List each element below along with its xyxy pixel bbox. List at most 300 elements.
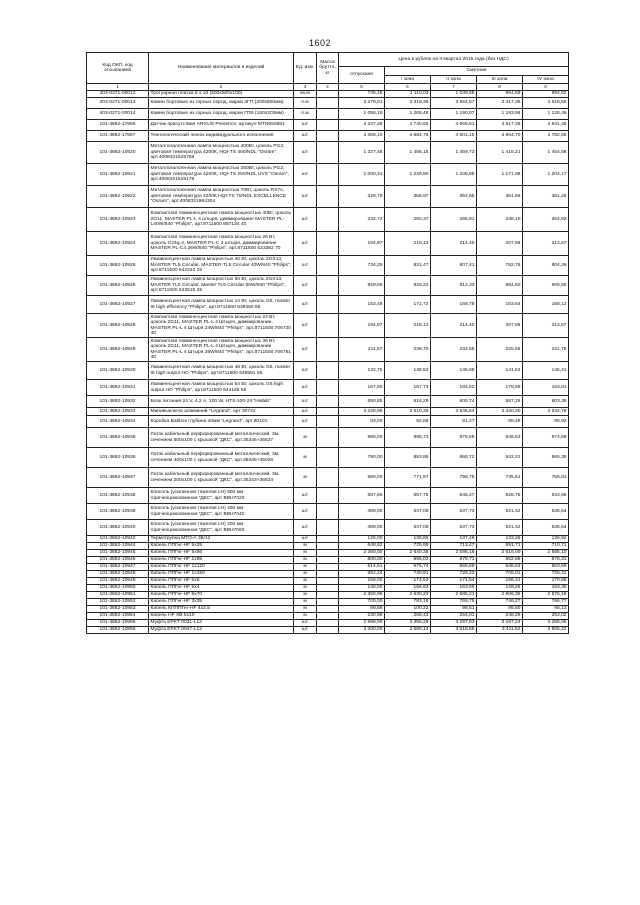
zone-1-price: 1 265,48 (385, 109, 431, 120)
row-mass (317, 578, 339, 585)
row-unit: п.м (294, 98, 317, 109)
row-unit: м (294, 564, 317, 571)
zone-2-price: 255,91 (431, 208, 477, 232)
row-mass (317, 142, 339, 164)
row-name: Блок питания 24 V, 4,2 А, 100 W, HTS-100-24 "Hallab" (149, 396, 294, 408)
zone-3-price: 1 415,21 (477, 142, 523, 164)
table-row (87, 296, 569, 314)
table-row (87, 131, 569, 142)
row-mass (317, 448, 339, 468)
zone-4-price: 876,31 (523, 557, 569, 564)
zone-3-price: 149,25 (477, 585, 523, 592)
release-price: 194,97 (339, 314, 385, 338)
zone-3-price: 626,75 (477, 488, 523, 504)
release-price: 800,00 (339, 557, 385, 564)
zone-2-price: 605,74 (431, 396, 477, 408)
row-unit: шт (294, 488, 317, 504)
row-code: 101-3862-10933 (87, 408, 149, 416)
zone-2-price: 145,98 (431, 362, 477, 380)
zone-2-price: 3 518,85 (431, 627, 477, 634)
row-unit: шт (294, 627, 317, 634)
release-price: 211,57 (339, 338, 385, 362)
row-mass (317, 362, 339, 380)
table-row (87, 613, 569, 620)
zone-2-price: 91,27 (431, 416, 477, 428)
zone-4-price: 766,77 (523, 599, 569, 606)
zone-1-price: 547,09 (385, 504, 431, 520)
row-name: Кабель ППГнг-HF 5х6 (149, 578, 294, 585)
row-unit: м (294, 550, 317, 557)
zone-2-price: 3 546,54 (431, 408, 477, 416)
row-unit: шт (294, 314, 317, 338)
row-code: 101-3862-10929 (87, 338, 149, 362)
zone-4-price: 643,96 (523, 488, 569, 504)
zone-3-price: 587,26 (477, 396, 523, 408)
zone-2-price: 362,65 (431, 186, 477, 208)
release-price: 3 279,61 (339, 98, 385, 109)
column-number: 4 (317, 84, 339, 91)
zone-3-price: 246,26 (477, 613, 523, 620)
row-name: Кабель ППГнг-HF 1х150 (149, 571, 294, 578)
zone-2-price: 3 664,87 (431, 98, 477, 109)
zone-2-price: 978,69 (431, 428, 477, 448)
row-code: 101-3862-10948 (87, 571, 149, 578)
release-price: 329,79 (339, 186, 385, 208)
zone-4-price: 153,35 (523, 585, 569, 592)
row-unit: шт (294, 232, 317, 256)
table-row (87, 142, 569, 164)
table-row (87, 338, 569, 362)
release-price: 587,66 (339, 488, 385, 504)
table-row (87, 396, 569, 408)
row-mass (317, 550, 339, 557)
row-code: 101-3862-10950 (87, 585, 149, 592)
row-code: 101-3862-10930 (87, 362, 149, 380)
zone-2-price: 184,52 (431, 380, 477, 396)
zone-4-price: 2 585,10 (523, 550, 569, 557)
zone-3-price: 3 197,24 (477, 620, 523, 627)
row-code: 101-3862-10936 (87, 448, 149, 468)
header-mass: Масса брутто, кг (317, 53, 339, 84)
zone-3-price: 248,10 (477, 208, 523, 232)
row-name: Металлогалогенная лампа мощностью 400Вт, цоколь PG2, цветовая температура 4200К, HQI-TS 400/NDL "Osram", арт.4008321525758 (149, 142, 294, 164)
zone-4-price: 804,26 (523, 256, 569, 276)
row-name: Люминесцентная лампа мощностью 54 Вт, цоколь G5,high output HO "Philips", арт.8711500 643185 55 (149, 380, 294, 396)
row-unit: м (294, 543, 317, 550)
column-number-row (87, 84, 569, 91)
column-number: 5 (339, 84, 385, 91)
zone-1-price: 2 640,35 (385, 550, 431, 557)
zone-4-price: 994,82 (523, 91, 569, 98)
release-price: 3 228,98 (339, 408, 385, 416)
zone-4-price: 535,64 (523, 520, 569, 536)
row-name: Кабель ППГнг-HF 1х120 (149, 564, 294, 571)
row-code: 101-3862-10924 (87, 232, 149, 256)
row-code: 101-3862-10956 (87, 627, 149, 634)
row-code: 101-3862-10921 (87, 164, 149, 186)
header-price-group: Цена в рублях на II квартал 2016 года (без НДС) (339, 53, 569, 67)
row-unit: шт (294, 186, 317, 208)
row-code: 101-3862-10939 (87, 504, 149, 520)
row-unit: шт (294, 276, 317, 296)
zone-3-price: 735,61 (477, 468, 523, 488)
table-row (87, 543, 569, 550)
zone-4-price: 710,71 (523, 543, 569, 550)
row-code: 101-3862-10922 (87, 186, 149, 208)
row-code: 101-3862-10920 (87, 142, 149, 164)
zone-2-price: 153,95 (431, 585, 477, 592)
zone-2-price: 98,51 (431, 606, 477, 613)
row-name: Муфта EPKT 0047-L12 (149, 627, 294, 634)
row-mass (317, 208, 339, 232)
zone-1-price: 258,43 (385, 613, 431, 620)
row-name: Кабель ППГнг-HF 5х95 (149, 550, 294, 557)
row-mass (317, 120, 339, 131)
row-code: 403-0371-00012 (87, 91, 149, 98)
zone-4-price: 1 204,17 (523, 164, 569, 186)
row-name: Минивыключа алюминий "Legrand", арт 30742 (149, 408, 294, 416)
zone-2-price: 2 595,16 (431, 550, 477, 557)
release-price: 232,72 (339, 208, 385, 232)
row-name: Кабель ППГнг-HF 5х25 (149, 543, 294, 550)
table-row (87, 606, 569, 613)
zone-3-price: 1 171,98 (477, 164, 523, 186)
release-price: 2 998,00 (339, 620, 385, 627)
zone-3-price: 746,27 (477, 599, 523, 606)
zone-3-price: 133,26 (477, 536, 523, 543)
header-zone-3: III зона (477, 76, 523, 84)
zone-1-price: 657,75 (385, 488, 431, 504)
row-code: 101-3862-10946 (87, 557, 149, 564)
table-row (87, 592, 569, 599)
release-price: 745,48 (339, 91, 385, 98)
header-zone-4: IV зона (523, 76, 569, 84)
zone-1-price: 575,74 (385, 564, 431, 571)
zone-2-price: 232,66 (431, 338, 477, 362)
row-code: 101-3862-17887 (87, 131, 149, 142)
zone-2-price: 1 190,07 (431, 109, 477, 120)
table-row (87, 557, 569, 564)
row-mass (317, 428, 339, 448)
release-price: 1 056,19 (339, 109, 385, 120)
table-row (87, 120, 569, 131)
row-mass (317, 606, 339, 613)
header-name: Наименование материалов и изделий (149, 53, 294, 84)
zone-4-price: 3 285,05 (523, 620, 569, 627)
zone-1-price: 148,52 (385, 362, 431, 380)
zone-2-price: 171,54 (431, 578, 477, 585)
zone-4-price: 563,69 (523, 564, 569, 571)
release-price: 89,58 (339, 606, 385, 613)
zone-3-price: 706,01 (477, 571, 523, 578)
zone-4-price: 725,41 (523, 571, 569, 578)
row-mass (317, 91, 339, 98)
zone-3-price: 842,22 (477, 448, 523, 468)
zone-3-price: 351,56 (477, 186, 523, 208)
row-unit: шт (294, 120, 317, 131)
zone-3-price: 163,64 (477, 296, 523, 314)
row-mass (317, 564, 339, 571)
zone-2-price: 137,46 (431, 536, 477, 543)
zone-3-price: 521,32 (477, 504, 523, 520)
zone-3-price: 2 516,00 (477, 550, 523, 557)
zone-2-price: 2 585,21 (431, 592, 477, 599)
row-mass (317, 557, 339, 564)
row-mass (317, 408, 339, 416)
zone-1-price: 4 684,76 (385, 131, 431, 142)
zone-2-price: 3 297,83 (431, 620, 477, 627)
row-name: Кабель ППГнг-HF 5х4 (149, 585, 294, 592)
row-unit: м (294, 592, 317, 599)
zone-4-price: 254,92 (523, 208, 569, 232)
zone-3-price: 948,83 (477, 428, 523, 448)
row-mass (317, 256, 339, 276)
row-name: Люминесцентная лампа мощностью 60 Вт, цоколь 2GX13, MASTER TL5 Circular, Master TL5 Circular 60W/840 "Philips", арт.8711500 643615 25 (149, 276, 294, 296)
row-unit: шт (294, 362, 317, 380)
row-mass (317, 131, 339, 142)
table-row (87, 98, 569, 109)
row-code: 101-3862-10952 (87, 599, 149, 606)
header-release-price: отпускная (339, 67, 385, 84)
row-code: 101-3862-10934 (87, 416, 149, 428)
row-code: 101-3862-10938 (87, 488, 149, 504)
row-code: 101-3862-10937 (87, 468, 149, 488)
zone-1-price: 218,13 (385, 232, 431, 256)
zone-4-price: 213,57 (523, 314, 569, 338)
release-price: 489,00 (339, 520, 385, 536)
row-name: Муфта EPKT 0031-L12 (149, 620, 294, 627)
zone-1-price: 3 580,14 (385, 627, 431, 634)
row-mass (317, 164, 339, 186)
zone-1-price: 100,22 (385, 606, 431, 613)
release-price: 1 000,31 (339, 164, 385, 186)
row-unit: шт (294, 256, 317, 276)
zone-1-price: 3 356,28 (385, 620, 431, 627)
row-code: 101-3862-10940 (87, 520, 149, 536)
zone-4-price: 3 505,22 (523, 627, 569, 634)
row-mass (317, 520, 339, 536)
zone-2-price: 1 039,55 (431, 91, 477, 98)
row-unit: шт (294, 338, 317, 362)
release-price: 132,75 (339, 362, 385, 380)
row-unit: м (294, 557, 317, 564)
row-mass (317, 613, 339, 620)
zone-1-price: 3 318,36 (385, 98, 431, 109)
row-name: Люминесцентная лампа мощностью 14 Вт, цоколь G5, master t5 high efficiency "Philips", арт.8711500 639460 55 (149, 296, 294, 314)
row-code: 101-3862-10923 (87, 208, 149, 232)
zone-4-price: 98,13 (523, 606, 569, 613)
zone-3-price: 207,86 (477, 314, 523, 338)
release-price: 230,99 (339, 613, 385, 620)
row-name: Компактная люминесцентная лампа мощностью 36 Вт, цоколь 2G11, MASTER PL-L 4 Штыря, диммирование MASTER PL-L 4 Штыря 36W/840 "Philips", арт.8711500 706751 40 (149, 338, 294, 362)
zone-3-price: 3 417,35 (477, 98, 523, 109)
row-name: Кабель КПППГнг-HF 4х2,5 (149, 606, 294, 613)
zone-4-price: 4 641,45 (523, 120, 569, 131)
release-price: 734,25 (339, 256, 385, 276)
row-mass (317, 416, 339, 428)
zone-3-price: 691,71 (477, 543, 523, 550)
row-unit: м (294, 585, 317, 592)
row-name: Лоток кабельный перфорированный металлический, 3м, сечением 400х100 с крышкой "ДКС", арт.35345+35026 (149, 448, 294, 468)
zone-3-price: 3 411,52 (477, 627, 523, 634)
table-row (87, 186, 569, 208)
row-name: Камни бортовые из горных пород, марки ГПВ (150х203мм) (149, 109, 294, 120)
zone-1-price: 368,97 (385, 186, 431, 208)
row-name: Консоль (усиленная тяжелая LH) 400 мм горячеоцинкованная "ДКС", арт BBH7040 (149, 504, 294, 520)
zone-2-price: 537,73 (431, 520, 477, 536)
table-row (87, 571, 569, 578)
row-unit: м (294, 599, 317, 606)
zone-4-price: 136,92 (523, 536, 569, 543)
row-unit: шт (294, 208, 317, 232)
zone-4-price: 908,80 (523, 276, 569, 296)
row-code: 101-3862-10949 (87, 578, 149, 585)
row-unit: шт (294, 408, 317, 416)
column-number: 8 (477, 84, 523, 91)
row-name: Люминесцентная лампа мощностью 40 Вт, цоколь 2GX13, MASTER TL5 Circular, MASTER TL5 Circular 40W/840 "Philips", арт.8711500 642233 25 (149, 256, 294, 276)
row-code: 403-0371-00013 (87, 98, 149, 109)
zone-3-price: 4 517,38 (477, 120, 523, 131)
zone-1-price: 928,22 (385, 276, 431, 296)
zone-2-price: 4 669,51 (431, 120, 477, 131)
zone-4-price: 361,25 (523, 186, 569, 208)
zone-2-price: 879,71 (431, 557, 477, 564)
header-unit: Ед. изм. (294, 53, 317, 84)
table-row (87, 585, 569, 592)
zone-1-price: 260,37 (385, 208, 431, 232)
table-row (87, 448, 569, 468)
row-name: Лоток кабельный перфорированный металлический, 3м, сечением 200х100 с крышкой "ДКС", арт.35343+35524 (149, 468, 294, 488)
zone-1-price: 771,97 (385, 468, 431, 488)
table-row (87, 550, 569, 557)
zone-2-price: 713,47 (431, 543, 477, 550)
table-row (87, 91, 569, 98)
zone-2-price: 646,47 (431, 488, 477, 504)
zone-2-price: 1 208,85 (431, 164, 477, 186)
zone-4-price: 603,39 (523, 396, 569, 408)
zone-4-price: 755,81 (523, 468, 569, 488)
zone-1-price: 995,73 (385, 428, 431, 448)
row-mass (317, 504, 339, 520)
zone-1-price: 139,85 (385, 536, 431, 543)
row-unit: шт (294, 396, 317, 408)
zone-1-price: 156,63 (385, 585, 431, 592)
table-row (87, 164, 569, 186)
table-row (87, 488, 569, 504)
row-mass (317, 468, 339, 488)
table-row (87, 578, 569, 585)
zone-2-price: 912,33 (431, 276, 477, 296)
zone-3-price: 964,69 (477, 91, 523, 98)
row-mass (317, 599, 339, 606)
release-price: 167,80 (339, 380, 385, 396)
table-row (87, 627, 569, 634)
zone-4-price: 535,64 (523, 504, 569, 520)
table-row (87, 468, 569, 488)
zone-4-price: 1 454,08 (523, 142, 569, 164)
row-code: 101-3862-10931 (87, 380, 149, 396)
table-row (87, 620, 569, 627)
zone-2-price: 214,40 (431, 314, 477, 338)
zone-1-price: 218,13 (385, 314, 431, 338)
release-price: 550,85 (339, 396, 385, 408)
row-code: 101-3862-10945 (87, 550, 149, 557)
table-row (87, 314, 569, 338)
zone-1-price: 174,53 (385, 578, 431, 585)
zone-1-price: 725,69 (385, 543, 431, 550)
zone-2-price: 868,72 (431, 448, 477, 468)
zone-2-price: 4 601,15 (431, 131, 477, 142)
row-code: 101-3862-10951 (87, 592, 149, 599)
zone-2-price: 728,23 (431, 571, 477, 578)
zone-1-price: 547,09 (385, 520, 431, 536)
row-mass (317, 571, 339, 578)
row-name: Компактная люминесцентная лампа мощностью 40Вт, цоколь 2G11, MASTER PL-L 4 штыря, диммирование MASTER PL-L40W/840 "Philips", арт.8711500 887134 40 (149, 208, 294, 232)
row-name: Компактная люминесцентная лампа мощностью 24 Вт, цоколь 2G11, MASTER PL-L 4 Штыря, диммирование, MASTER PL-L 4 Штыря 24W/840 "Philips", арт.8711500 706720 40 (149, 314, 294, 338)
zone-1-price: 236,70 (385, 338, 431, 362)
row-mass (317, 585, 339, 592)
table-row (87, 428, 569, 448)
header-code: Код ОКП, код отсыпанией (87, 53, 149, 84)
zone-2-price: 769,75 (431, 599, 477, 606)
column-number: 7 (431, 84, 477, 91)
column-number: 3 (294, 84, 317, 91)
table-row (87, 276, 569, 296)
table-row (87, 362, 569, 380)
row-mass (317, 338, 339, 362)
header-estimate: Сметная (385, 67, 569, 76)
zone-3-price: 884,50 (477, 276, 523, 296)
row-unit: м (294, 613, 317, 620)
zone-4-price: 2 575,19 (523, 592, 569, 599)
release-price: 2 360,00 (339, 550, 385, 557)
zone-3-price: 207,86 (477, 232, 523, 256)
table-row (87, 504, 569, 520)
row-unit: шт (294, 504, 317, 520)
zone-2-price: 214,40 (431, 232, 477, 256)
zone-1-price: 4 740,65 (385, 120, 431, 131)
row-code: 101-3862-10944 (87, 543, 149, 550)
release-price: 690,00 (339, 468, 385, 488)
row-name: Консоль (усиленная тяжелая LH) 500 мм горячеоцинкованная "ДКС", арт BBH7020 (149, 488, 294, 504)
zone-4-price: 183,81 (523, 380, 569, 396)
table-row (87, 599, 569, 606)
row-unit: м (294, 448, 317, 468)
table-row (87, 520, 569, 536)
row-unit: шт (294, 296, 317, 314)
table-row (87, 416, 569, 428)
row-unit: м (294, 571, 317, 578)
table-row (87, 408, 569, 416)
table-row (87, 232, 569, 256)
release-price: 125,00 (339, 536, 385, 543)
zone-4-price: 3 518,65 (523, 98, 569, 109)
zone-2-price: 537,73 (431, 504, 477, 520)
zone-4-price: 3 534,78 (523, 408, 569, 416)
row-mass (317, 109, 339, 120)
zone-3-price: 141,52 (477, 362, 523, 380)
zone-4-price: 865,35 (523, 448, 569, 468)
column-number: 1 (87, 84, 149, 91)
release-price: 2 350,95 (339, 592, 385, 599)
row-code: 101-3862-10947 (87, 564, 149, 571)
zone-1-price: 883,85 (385, 448, 431, 468)
column-number: 9 (523, 84, 569, 91)
table-row (87, 380, 569, 396)
row-name: Кабель ППГнг-HF 5х70 (149, 592, 294, 599)
row-code: 101-3862-10942 (87, 536, 149, 543)
row-code: 101-3862-10932 (87, 396, 149, 408)
